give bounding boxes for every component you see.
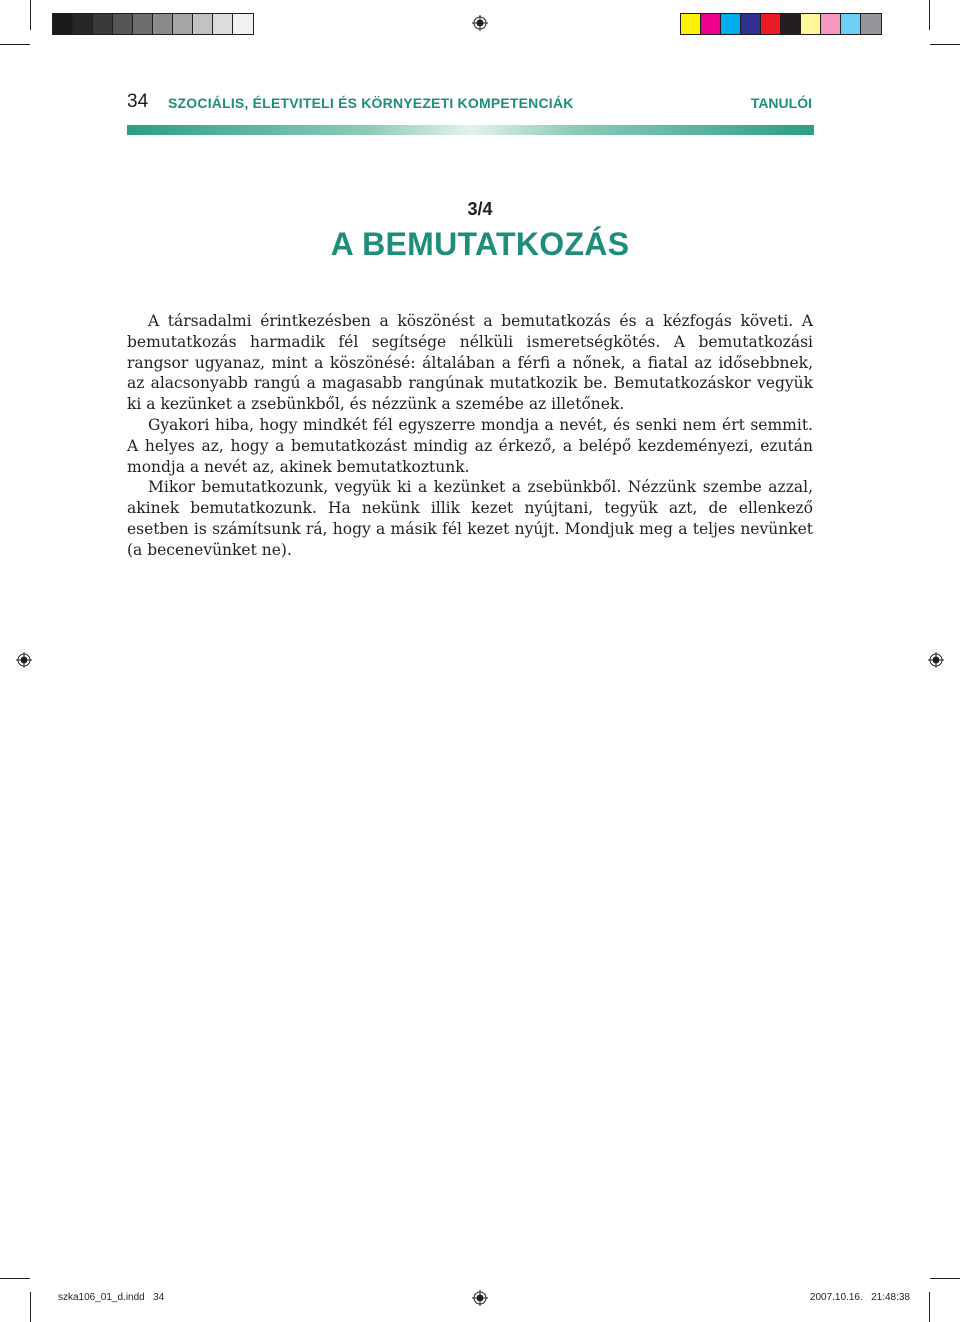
paragraph: Gyakori hiba, hogy mindkét fél egyszerre mondja a nevét, és senki nem ért semmit. A helyes az, hogy a bemutatkozást mindig az érkező, a belépő kezdeményezi, ezután mondja a nevét az, akinek bemutatkoztunk. [127, 415, 813, 476]
page-number: 34 [127, 91, 149, 112]
crop-mark [30, 1292, 31, 1322]
color-swatch [73, 14, 93, 34]
registration-mark-icon [16, 652, 32, 668]
color-swatch [741, 14, 761, 34]
footer-file-slug: szka106_01_d.indd 34 [58, 1292, 165, 1303]
color-swatch [193, 14, 213, 34]
paragraph: Mikor bemutatkozunk, vegyük ki a kezünket a zsebünkből. Nézzünk szembe azzal, akinek bemutatkozunk. Ha nekünk illik kezet nyújtani, tegyük azt, de ellenkező esetben is számítsunk rá, hogy a másik fél kezet nyújt. Mondjuk meg a teljes nevünket (a becenevünket ne). [127, 478, 813, 559]
color-swatch [233, 14, 253, 34]
color-swatch [173, 14, 193, 34]
footer-date-slug: 2007.10.16. 21:48:38 [809, 1292, 910, 1303]
section-label: TANULÓI [750, 95, 812, 111]
color-swatch [781, 14, 801, 34]
color-swatch [113, 14, 133, 34]
color-swatch [721, 14, 741, 34]
registration-mark-icon [472, 15, 488, 31]
crop-mark [30, 0, 31, 30]
registration-mark-icon [472, 1290, 488, 1306]
chapter-title: A BEMUTATKOZÁS [330, 226, 630, 262]
running-title: SZOCIÁLIS, ÉLETVITELI ÉS KÖRNYEZETI KOMPETENCIÁK [168, 95, 574, 111]
crop-mark [0, 44, 30, 45]
color-swatch [701, 14, 721, 34]
body-text [127, 311, 813, 561]
gray-calibration-strip [52, 13, 254, 35]
color-swatch [681, 14, 701, 34]
crop-mark [930, 44, 960, 45]
color-swatch [93, 14, 113, 34]
color-swatch [821, 14, 841, 34]
color-swatch [841, 14, 861, 34]
registration-mark-icon [928, 652, 944, 668]
chapter-number: 3/4 [467, 199, 493, 219]
color-swatch [861, 14, 881, 34]
color-swatch [213, 14, 233, 34]
color-swatch [53, 14, 73, 34]
crop-mark [0, 1278, 30, 1279]
color-swatch [133, 14, 153, 34]
crop-mark [929, 0, 930, 30]
crop-mark [930, 1278, 960, 1279]
color-swatch [153, 14, 173, 34]
color-swatch [761, 14, 781, 34]
paragraph: A társadalmi érintkezésben a köszönést a bemutatkozás és a kézfogás követi. A bemutatkozás harmadik fél segítsége nélküli ismeretségkötés. A bemutatkozási rangsor ugyanaz, mint a köszönésé: általában a férfi a nőnek, a fiatal az idősebbnek, az alacsonyabb rangú a magasabb rangúnak mutatkozik be. Bemutatkozáskor vegyük ki a kezünket a zsebünkből, és nézzünk a szemébe az illetőnek. [127, 312, 813, 414]
header-rule [127, 125, 814, 135]
color-swatch [801, 14, 821, 34]
crop-mark [929, 1292, 930, 1322]
color-calibration-strip [680, 13, 882, 35]
